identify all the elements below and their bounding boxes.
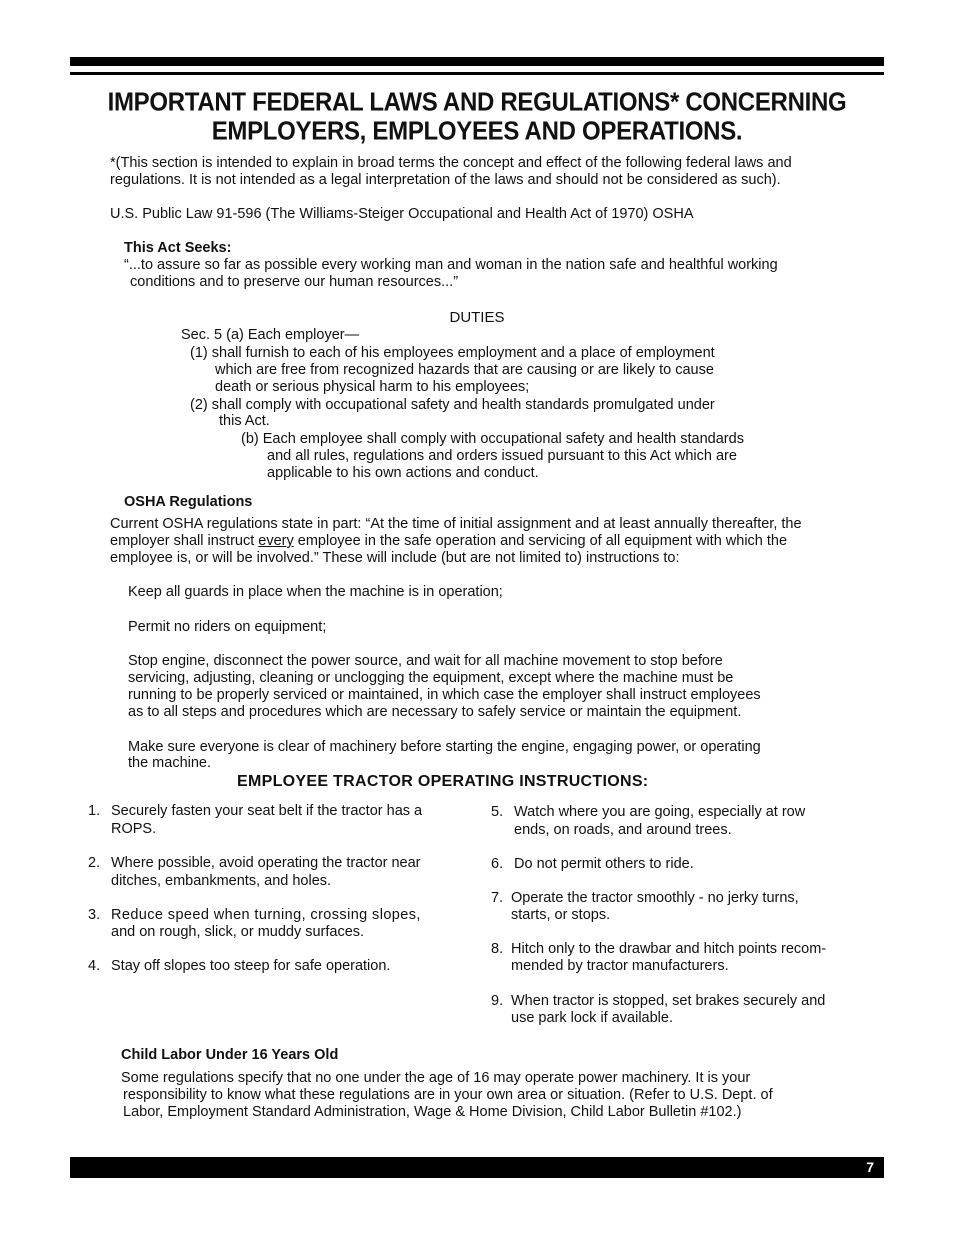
emphasis-every: every: [258, 533, 294, 549]
tractor-item-5-line1: Watch where you are going, especially at row: [514, 804, 806, 820]
tractor-item-4-line1: Stay off slopes too steep for safe operation.: [111, 958, 391, 974]
tractor-item-8-number: 8.: [491, 941, 504, 957]
osha-instruction-3-line2: servicing, adjusting, cleaning or unclogging the equipment, except where the machine must be: [128, 670, 734, 686]
tractor-item-3-number: 3.: [88, 907, 101, 923]
page-title-line2: EMPLOYERS, EMPLOYEES AND OPERATIONS.: [211, 116, 743, 147]
tractor-item-3-line2: and on rough, slick, or muddy surfaces.: [111, 924, 365, 940]
tractor-item-1-number: 1.: [88, 803, 101, 819]
osha-instruction-3-line3: running to be properly serviced or maintained, in which case the employer shall instruct employees: [128, 687, 761, 703]
tractor-item-9-line2: use park lock if available.: [511, 1010, 673, 1026]
footer-bar: [70, 1157, 884, 1178]
osha-instruction-2: Permit no riders on equipment;: [128, 619, 327, 635]
duties-b-line1: (b) Each employee shall comply with occupational safety and health standards: [241, 431, 744, 447]
tractor-item-5-line2: ends, on roads, and around trees.: [514, 822, 732, 838]
tractor-item-9-line1: When tractor is stopped, set brakes securely and: [511, 993, 826, 1009]
duties-a2-line2: this Act.: [219, 413, 270, 429]
osha-line3: employee is, or will be involved.” These will include (but are not limited to) instructions to:: [110, 550, 680, 566]
top-rule-thick: [70, 57, 884, 66]
osha-instruction-4-line1: Make sure everyone is clear of machinery before starting the engine, engaging power, or operating: [128, 739, 761, 755]
page-number: 7: [866, 1159, 874, 1175]
public-law: U.S. Public Law 91-596 (The Williams-Steiger Occupational and Health Act of 1970) OSHA: [110, 206, 694, 222]
tractor-item-2-line2: ditches, embankments, and holes.: [111, 873, 332, 889]
osha-instruction-3-line1: Stop engine, disconnect the power source, and wait for all machine movement to stop before: [128, 653, 723, 669]
tractor-item-1-line2: ROPS.: [111, 821, 157, 837]
intro-line2: regulations. It is not intended as a legal interpretation of the laws and should not be considered as such).: [110, 172, 781, 188]
osha-instruction-4-line2: the machine.: [128, 755, 212, 771]
osha-line2: employer shall instruct every employee in the safe operation and servicing of all equipment with which the: [110, 533, 788, 549]
tractor-item-6-line1: Do not permit others to ride.: [514, 856, 694, 872]
tractor-item-1-line1: Securely fasten your seat belt if the tractor has a: [111, 803, 423, 819]
osha-line1: Current OSHA regulations state in part: “At the time of initial assignment and at least annually thereafter, the: [110, 516, 802, 532]
tractor-item-2-line1: Where possible, avoid operating the tractor near: [111, 855, 421, 871]
act-seeks-line1: “...to assure so far as possible every working man and woman in the nation safe and healthful working: [124, 257, 778, 273]
duties-a1-line2: which are free from recognized hazards that are causing or are likely to cause: [215, 362, 714, 378]
act-seeks-heading: This Act Seeks:: [124, 240, 232, 256]
duties-heading: DUTIES: [449, 309, 505, 326]
tractor-item-7-number: 7.: [491, 890, 504, 906]
duties-a1-line1: (1) shall furnish to each of his employees employment and a place of employment: [190, 345, 715, 361]
child-labor-line1: Some regulations specify that no one under the age of 16 may operate power machinery. It is your: [121, 1070, 751, 1086]
child-labor-heading: Child Labor Under 16 Years Old: [121, 1047, 339, 1063]
page-title-line1: IMPORTANT FEDERAL LAWS AND REGULATIONS* CONCERNING: [107, 87, 847, 118]
tractor-item-9-number: 9.: [491, 993, 504, 1009]
top-rule-thin: [70, 72, 884, 75]
tractor-item-5-number: 5.: [491, 804, 504, 820]
tractor-item-7-line1: Operate the tractor smoothly - no jerky turns,: [511, 890, 799, 906]
tractor-item-8-line1: Hitch only to the drawbar and hitch points recom-: [511, 941, 827, 957]
tractor-item-4-number: 4.: [88, 958, 101, 974]
intro-line1: *(This section is intended to explain in broad terms the concept and effect of the following federal laws and: [110, 155, 792, 171]
tractor-item-8-line2: mended by tractor manufacturers.: [511, 958, 729, 974]
osha-instruction-1: Keep all guards in place when the machine is in operation;: [128, 584, 503, 600]
tractor-heading: EMPLOYEE TRACTOR OPERATING INSTRUCTIONS:: [237, 773, 649, 790]
tractor-item-3-line1: Reduce speed when turning, crossing slopes,: [111, 907, 421, 923]
tractor-item-2-number: 2.: [88, 855, 101, 871]
duties-b-line3: applicable to his own actions and conduct.: [267, 465, 539, 481]
tractor-item-6-number: 6.: [491, 856, 504, 872]
act-seeks-line2: conditions and to preserve our human resources...”: [130, 274, 459, 290]
duties-a2-line1: (2) shall comply with occupational safety and health standards promulgated under: [190, 397, 715, 413]
duties-a1-line3: death or serious physical harm to his employees;: [215, 379, 530, 395]
child-labor-line3: Labor, Employment Standard Administration, Wage & Home Division, Child Labor Bulletin #102.): [123, 1104, 742, 1120]
duties-b-line2: and all rules, regulations and orders issued pursuant to this Act which are: [267, 448, 737, 464]
duties-sec: Sec. 5 (a) Each employer—: [181, 327, 360, 343]
child-labor-line2: responsibility to know what these regulations are in your own area or situation. (Refer to U.S. Dept. of: [123, 1087, 773, 1103]
tractor-item-7-line2: starts, or stops.: [511, 907, 611, 923]
osha-heading: OSHA Regulations: [124, 494, 253, 510]
osha-instruction-3-line4: as to all steps and procedures which are necessary to safely service or maintain the equipment.: [128, 704, 742, 720]
